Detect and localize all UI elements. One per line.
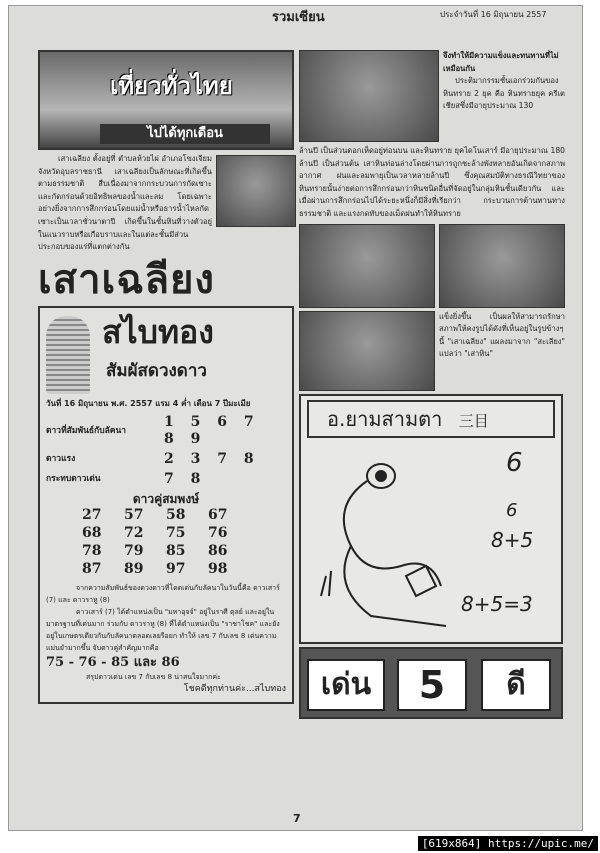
watermark: [619x864] https://upic.me/ (418, 836, 598, 851)
masthead-logo: รวมเซียน (272, 10, 325, 25)
sketch-number: 6 (506, 447, 523, 478)
row-label: ดาวที่สัมพันธ์กับลัคนา (46, 425, 127, 436)
den-label: เด่น (307, 659, 385, 711)
yam-title: อ.ยามสามตา (327, 406, 443, 431)
column-subtitle: สัมผัสดวงดาว (106, 360, 207, 381)
article-right-para: ประติมากรรมชั้นเอกร่วมกันของหินทราย 2 ยุค คือ หินทรายยุค ครีเตเชียสซึ่งมีอายุประมาณ 130 (443, 76, 565, 111)
horoscope-p2: ดาวเสาร์ (7) ได้ตำแหน่งเป็น "มหาอุจจ์" อยู่ในราศี ตุลย์ และอยู่ในมาตรฐานที่เด่นมาก ร่วมกับ ดาวราหู (8) ที่ได้ตำแหน่งเป็น "ราชาโชค" และยังอยู่ในเกษตรเดียวกันกับลัคนาตลอดเลยรือยก ทำให้ เลข 7 กับเลข 8 เด่นความแม่นยำมากขึ้น จับดาวคู่สำคัญมากคือ (46, 607, 280, 652)
den-suffix: ดี (481, 659, 551, 711)
photo-row (299, 224, 565, 308)
rock-photo-1 (299, 50, 439, 142)
horoscope-p3: 75 - 76 - 85 และ 86 (46, 654, 180, 670)
yam-box (299, 394, 563, 644)
pair-number: 85 (166, 542, 186, 559)
pairs-title: ดาวคู่สมพงษ์ (132, 491, 200, 506)
pair-number: 79 (124, 542, 144, 559)
pair-number: 76 (208, 524, 228, 541)
pair-number: 58 (166, 506, 186, 523)
pair-number: 97 (166, 560, 186, 577)
pair-number: 89 (124, 560, 144, 577)
pair-number: 87 (82, 560, 102, 577)
horoscope-p1: จากความสัมพันธ์ของดวงดาวที่โดดเด่นกับลัคนาในวันนี้คือ ดาวเสาร์ (7) และ ดาวราหู (8) (46, 583, 280, 604)
star-rows (46, 414, 286, 488)
row-label: กระทบดาวเด่น (46, 474, 101, 485)
pair-number: 67 (208, 506, 228, 523)
pair-number: 27 (82, 506, 102, 523)
pair-number: 75 (166, 524, 186, 541)
travel-banner (38, 50, 294, 150)
column-title: สไบทอง (102, 312, 214, 351)
pair-number: 57 (124, 506, 144, 523)
woman-illustration (46, 316, 90, 394)
pair-number: 72 (124, 524, 144, 541)
rock-photo-small (216, 155, 296, 227)
page-number: 7 (293, 812, 301, 825)
horoscope-header (46, 312, 286, 398)
row-value: 2 3 7 8 (164, 450, 260, 467)
pair-number: 98 (208, 560, 228, 577)
row-label: ดาวแรง (46, 454, 76, 465)
den-number: 5 (397, 659, 467, 711)
sketch-number: 8+5 (491, 527, 534, 552)
issue-date: ประจำวันที่ 16 มิถุนายน 2557 (440, 10, 547, 19)
rock-photo-4 (299, 311, 435, 391)
frog-sketch-icon (311, 446, 451, 636)
horoscope-date: วันที่ 16 มิถุนายน พ.ศ. 2557 แรม 4 ค่ำ เดือน 7 ปีมะเมีย (46, 398, 251, 408)
article-intro: จึงทำให้มีความแข็งและทนทานที่ไม่เหมือนกัน (443, 51, 559, 73)
pair-number: 78 (82, 542, 102, 559)
photo-caption-row (299, 311, 565, 391)
horoscope-signature: โชคดีทุกท่านค่ะ...สไบทอง (183, 683, 286, 694)
left-column (38, 50, 296, 704)
yam-header (307, 400, 555, 438)
yam-chinese: 三目 (458, 411, 489, 430)
article-title: เสาเฉลียง (38, 256, 215, 303)
article-left-block (38, 153, 296, 254)
article-top-text (443, 50, 565, 142)
sketch-number: 6 (506, 499, 518, 521)
row-value: 1 5 6 7 8 9 (164, 413, 260, 447)
article-wide-para: ล้านปี เป็นส่วนดอกเห็ดอยู่ท่อนบน และหินทราย ยุคไดโนเสาร์ มีอายุประมาณ 180 ล้านปี เป็นส่วนต้น เสาหินท่อนล่างโดยผ่านการถูกชะล้างพังทลายอันเกิดจากสภาพอากาศ ฝนและลมพายุเป็นเวลาหลายล้านปี ซึ่งคุณสมบัติทางธรณีวิทยาของหินทรายนั้นง่ายต่อการสึกกร่อนกว่าหินชนิดอื่นที่จัดอยู่ในกลุ่มหินชั้นเดียวกัน และเมื่อผ่านการสึกกร่อนไปได้ระยะหนึ่งก็มีสิ่งที่เรียกว่า กระบวนการต้านทานทางธรรมชาติ และแรงกดทับของเม็ดฝนทำให้หินทราย (299, 146, 565, 218)
horoscope-body (46, 582, 286, 696)
row-value: 7 8 (164, 470, 207, 487)
right-column (299, 50, 565, 719)
article-side-para: แข็งยิ่งขึ้น เป็นผลให้สามารถรักษาสภาพให้คงรูปได้ดังที่เห็นอยู่ในรูปข้างๆนี้ "เสาเฉลียง" แผลงมาจาก "สะเลียง" แปลว่า "เสาหิน" (439, 311, 565, 359)
rock-photo-2 (299, 224, 435, 308)
banner-subtitle: ไปได้ทุกเดือน (100, 124, 270, 144)
article-left-para: เสาเฉลียง ตั้งอยู่ที่ ตำบลห้วยไผ่ อำเภอโขงเจียม จังหวัดอุบลราชธานี เสาเฉลียงเป็นลักษณะที่เกิดขึ้นตามธรรมชาติ สืบเนื่องมาจากกระบวนการกัดเซาะและกัดกร่อนด้วยอิทธิพลของน้ำและลม โดยเฉพาะอย่างยิ่งจากการสึกกร่อนโดยแม่น้ำหรือธารน้ำไหลกัดเซาะเป็นเวลาชั่วนาตาปี เกิดขึ้นในชั้นหินที่วางตัวอยู่ในแนวราบหรือเกือบราบและในแต่ละชั้นมีส่วนประกอบของแร่ที่แตกต่างกัน (38, 154, 212, 252)
pairs-grid (46, 507, 286, 578)
sketch-number: 8+5=3 (461, 591, 533, 616)
featured-number-box (299, 647, 563, 719)
horoscope-box (38, 306, 294, 704)
banner-title: เที่ยวทั่วไทย (110, 72, 233, 100)
article-top-row (299, 50, 565, 142)
pair-number: 68 (82, 524, 102, 541)
horoscope-p4: สรุปดาวเด่น เลข 7 กับเลข 8 น่าสนใจมากค่ะ (86, 672, 221, 681)
rock-photo-3 (439, 224, 565, 308)
pair-number: 86 (208, 542, 228, 559)
